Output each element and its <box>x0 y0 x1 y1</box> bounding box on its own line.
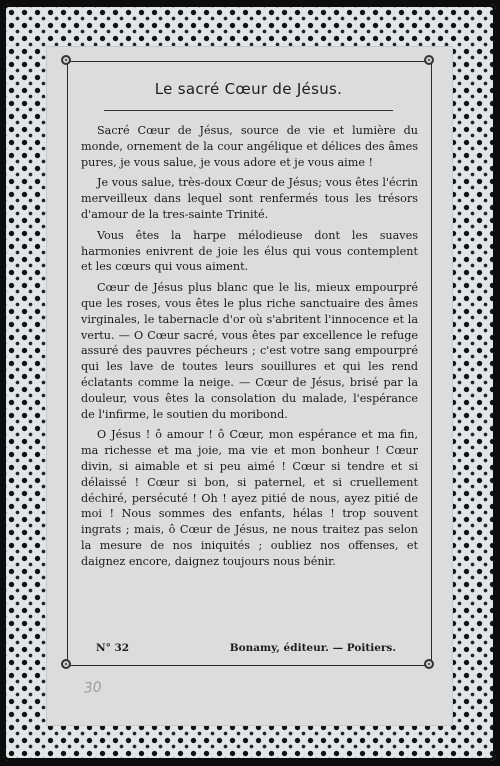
paragraph: Cœur de Jésus plus blanc que le lis, mieux empourpré que les roses, vous êtes le plus riche sanctuaire des âmes virginales, le tabernacle d'or où s'abritent l'innocence et la vertu. — O Cœur sacré, vous êtes par excellence le refuge assuré des pauvres pécheurs ; c'est votre sang empourpré qui les lave de toutes leurs souillures et qui les rend éclatants comme la neige. — Cœur de Jésus, brisé par la douleur, vous êtes la consolation du malade, l'espérance de l'infirme, le soutien du moribond. <box>81 281 418 421</box>
footer <box>96 642 396 654</box>
card-number: N° 32 <box>96 642 130 654</box>
title-divider <box>104 110 393 111</box>
corner-rivet-top-right <box>424 55 434 65</box>
paragraph: Vous êtes la harpe mélodieuse dont les suaves harmonies enivrent de joie les élus qui vous contemplent et les cœurs qui vous aiment. <box>81 228 418 274</box>
page-title: Le sacré Cœur de Jésus. <box>154 80 343 98</box>
paragraph: Je vous salue, très-doux Cœur de Jésus; vous êtes l'écrin merveilleux dans lequel sont renfermés tous les trésors d'amour de la tres-sainte Trinité. <box>81 176 418 221</box>
prayer-text <box>81 123 418 575</box>
corner-rivet-bottom-left <box>61 659 71 669</box>
paragraph: Sacré Cœur de Jésus, source de vie et lumière du monde, ornement de la cour angélique et délices des âmes pures, je vous salue, je vous adore et je vous aime ! <box>81 124 418 169</box>
publisher: Bonamy, éditeur. — Poitiers. <box>229 642 396 654</box>
corner-rivet-top-left <box>61 55 71 65</box>
handwritten-note: 30 <box>83 679 103 697</box>
paragraph: O Jésus ! ô amour ! ô Cœur, mon espérance et ma fin, ma richesse et ma joie, ma vie et mon bonheur ! Cœur divin, si aimable et si peu aimé ! Cœur si tendre et si délaissé ! Cœur si bon, si paternel, et si cruellement déchiré, persécuté ! Oh ! ayez pitié de nous, ayez pitié de moi ! Nous sommes des enfants, hélas ! trop souvent ingrats ; mais, ô Cœur de Jésus, ne nous traitez pas selon la mesure de nos iniquités ; oubliez nos offenses, et daignez encore, daignez toujours nous bénir. <box>81 428 418 568</box>
corner-rivet-bottom-right <box>424 659 434 669</box>
